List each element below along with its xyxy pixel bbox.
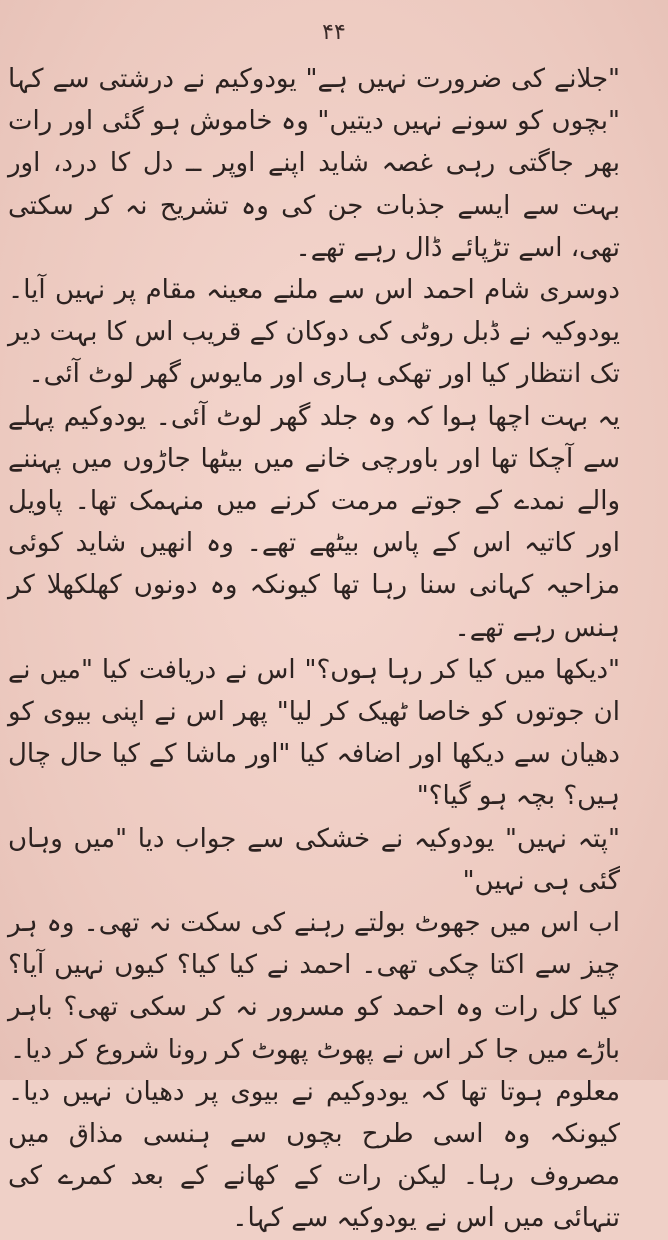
paragraph-4: "دیکھا میں کیا کر رہا ہوں؟" اس نے دریافت کیا "میں نے ان جوتوں کو خاصا ٹھیک کر لیا" پھر اس نے اپنی بیوی کو دھیان سے دیکھا اور اضافہ کیا "اور ماشا کے کیا حال چال ہیں؟ بچہ ہو گیا؟" (8, 654, 620, 812)
body-text (8, 58, 638, 1240)
paragraph-1: "جلانے کی ضرورت نہیں ہے" یودوکیم نے درشتی سے کہا "بچوں کو سونے نہیں دیتیں" وہ خاموش ہو گئی اور رات بھر جاگتی رہی غصہ شاید اپنے اوپر ــ دل کا درد، اور بہت سے ایسے جذبات جن کی وہ تشریح نہ کر سکتی تھی، اسے تڑپائے ڈال رہے تھے۔ (8, 64, 620, 263)
paragraph-5: "پتہ نہیں" یودوکیہ نے خشکی سے جواب دیا "میں وہاں گئی ہی نہیں" (8, 823, 620, 896)
paragraph-2: دوسری شام احمد اس سے ملنے معینہ مقام پر نہیں آیا۔ یودوکیہ نے ڈبل روٹی کی دوکان کے قریب اس کا بہت دیر تک انتظار کیا اور تھکی ہاری اور مایوس گھر لوٹ آئی۔ (8, 275, 620, 390)
page-number: ۴۴ (322, 20, 346, 45)
paragraph-6: اب اس میں جھوٹ بولتے رہنے کی سکت نہ تھی۔ وہ ہر چیز سے اکتا چکی تھی۔ احمد نے کیا کیا؟ کیوں نہیں آیا؟ کیا کل رات وہ احمد کو مسرور نہ کر سکی تھی؟ باہر باڑے میں جا کر اس نے پھوٹ پھوٹ کر رونا شروع کر دیا۔ (8, 908, 620, 1065)
paragraph-7: معلوم ہوتا تھا کہ یودوکیم نے بیوی پر دھیان نہیں دیا۔ کیونکہ وہ اسی طرح بچوں سے ہنسی مذاق میں مصروف رہا۔ لیکن رات کے کھانے کے بعد کمرے کی تنہائی میں اس نے یودوکیہ سے کہا۔ (8, 1076, 620, 1234)
paragraph-3: یہ بہت اچھا ہوا کہ وہ جلد گھر لوٹ آئی۔ یودوکیم پہلے سے آچکا تھا اور باورچی خانے میں بیٹھا جاڑوں میں پہننے والے نمدے کے جوتے مرمت کرنے میں منہمک تھا۔ پاویل اور کاتیہ اس کے پاس بیٹھے تھے۔ وہ انھیں شاید کوئی مزاحیہ کہانی سنا رہا تھا کیونکہ وہ دونوں کھلکھلا کر ہنس رہے تھے۔ (8, 401, 620, 643)
